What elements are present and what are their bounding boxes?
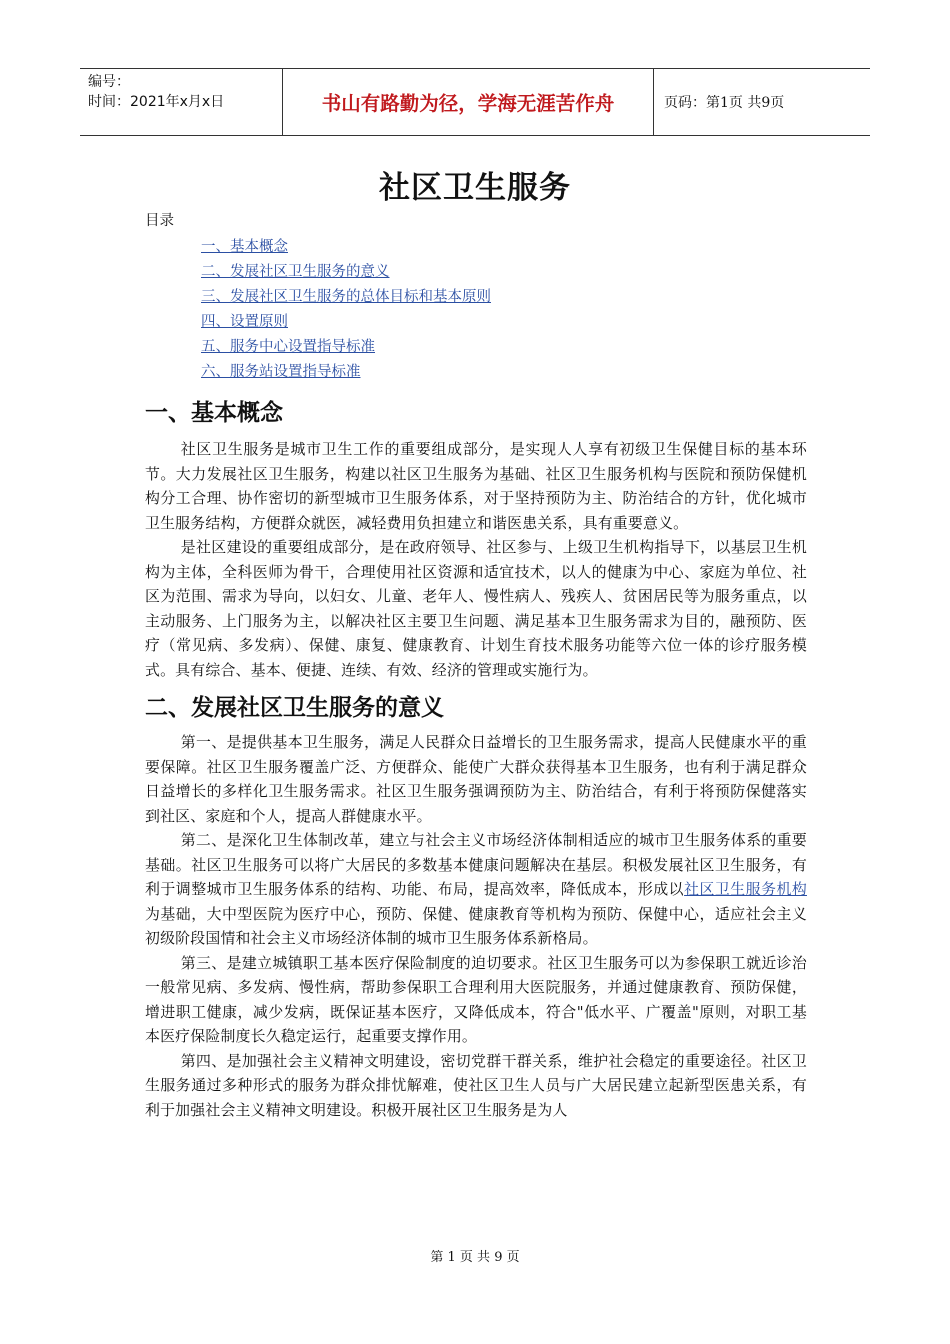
toc-link-5[interactable]: 五、服务中心设置指导标准 [201,339,375,355]
toc-link-6[interactable]: 六、服务站设置指导标准 [201,364,361,380]
toc-link-4[interactable]: 四、设置原则 [201,314,288,330]
paragraph-text: 第二、是深化卫生体制改革，建立与社会主义市场经济体制相适应的城市卫生服务体系的重要基础。社区卫生服务可以将广大居民的多数基本健康问题解决在基层。积极发展社区卫生服务，有利于调整城市卫生服务体系的结构、功能、布局，提高效率，降低成本，形成以 [145,831,807,898]
section-heading-significance: 二、发展社区卫生服务的意义 [145,695,444,721]
header-motto: 书山有路勤为径，学海无涯苦作舟 [282,69,654,135]
header-number: 编号： [88,74,130,90]
page-header [80,68,870,136]
paragraph: 第一、是提供基本卫生服务，满足人民群众日益增长的卫生服务需求，提高人民健康水平的重要保障。社区卫生服务覆盖广泛、方便群众、能使广大群众获得基本卫生服务，也有利于满足群众日益增长的多样化卫生服务需求。社区卫生服务强调预防为主、防治结合，有利于将预防保健落实到社区、家庭和个人，提高人群健康水平。 [145,733,807,825]
header-meta [80,69,282,135]
toc-link-1[interactable]: 一、基本概念 [201,239,288,255]
document-title: 社区卫生服务 [379,170,571,206]
section-heading-basic-concept: 一、基本概念 [145,400,283,426]
toc-link-2[interactable]: 二、发展社区卫生服务的意义 [201,264,390,280]
page-footer: 第 1 页 共 9 页 [430,1250,520,1265]
paragraph-text: 为基础，大中型医院为医疗中心，预防、保健、健康教育等机构为预防、保健中心，适应社会主义初级阶段国情和社会主义市场经济体制的城市卫生服务体系新格局。 [145,904,807,947]
paragraph: 社区卫生服务是城市卫生工作的重要组成部分，是实现人人享有初级卫生保健目标的基本环节。大力发展社区卫生服务，构建以社区卫生服务为基础、社区卫生服务机构与医院和预防保健机构分工合理、协作密切的新型城市卫生服务体系，对于坚持预防为主、防治结合的方针，优化城市卫生服务结构，方便群众就医，减轻费用负担建立和谐医患关系，具有重要意义。 [145,440,807,532]
toc-label: 目录 [145,213,174,229]
table-of-contents [145,235,807,385]
document-body [145,210,807,1122]
paragraph: 第四、是加强社会主义精神文明建设，密切党群干群关系，维护社会稳定的重要途径。社区卫生服务通过多种形式的服务为群众排忧解难，使社区卫生人员与广大居民建立起新型医患关系，有利于加强社会主义精神文明建设。积极开展社区卫生服务是为人 [145,1051,807,1119]
paragraph [145,828,807,951]
inline-link-community-health-institution[interactable]: 社区卫生服务机构 [684,880,807,898]
paragraph: 是社区建设的重要组成部分，是在政府领导、社区参与、上级卫生机构指导下，以基层卫生机构为主体，全科医师为骨干，合理使用社区资源和适宜技术，以人的健康为中心、家庭为单位、社区为范围、需求为导向，以妇女、儿童、老年人、慢性病人、残疾人、贫困居民等为服务重点，以主动服务、上门服务为主，以解决社区主要卫生问题、满足基本卫生服务需求为目的，融预防、医疗（常见病、多发病）、保健、康复、健康教育、计划生育技术服务功能等六位一体的诊疗服务模式。具有综合、基本、便捷、连续、有效、经济的管理或实施行为。 [145,538,807,679]
header-time: 时间：2021年x月x日 [88,94,225,110]
header-page-number: 页码：第1页 共9页 [664,95,785,111]
paragraph: 第三、是建立城镇职工基本医疗保险制度的迫切要求。社区卫生服务可以为参保职工就近诊治一般常见病、多发病、慢性病，帮助参保职工合理利用大医院服务，并通过健康教育、预防保健，增进职工健康，减少发病，既保证基本医疗，又降低成本，符合"低水平、广覆盖"原则，对职工基本医疗保险制度长久稳定运行，起重要支撑作用。 [145,953,807,1045]
toc-link-3[interactable]: 三、发展社区卫生服务的总体目标和基本原则 [201,289,491,305]
